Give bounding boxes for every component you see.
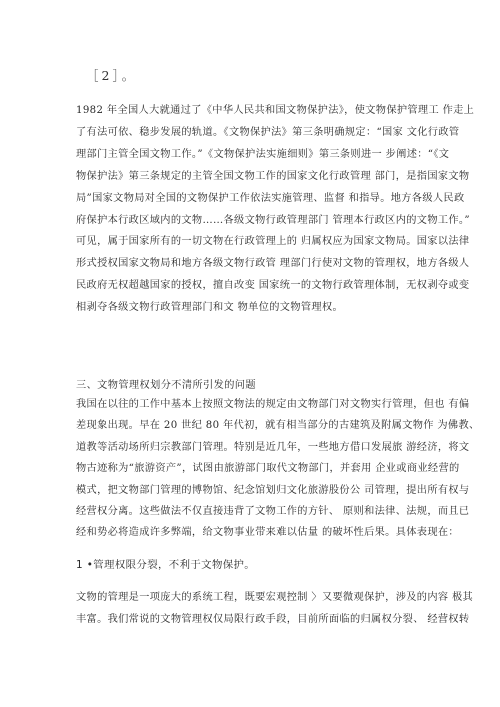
text-line: 差现象出现。早在 20 世纪 80 年代初，就有相当部分的古建筑及附属文物作 为佛教、 <box>76 420 480 432</box>
text-line: 局”国家文物局对全国的文物保护工作依法实施管理、监督 和指导。地方各级人民政 <box>76 192 465 204</box>
text-line: 经营权分离。这些做法不仅直接违背了文物工作的方针、 原则和法律、法规，而且已 <box>76 506 470 518</box>
text-line: 经和势必将造成许多弊端，给文物事业带来难以估量 的破坏性后果。具体表现在： <box>76 527 459 539</box>
text-line: 丰富。我们常说的文物管理权仅局限行政手段，目前所面临的归属权分裂、 经营权转 <box>76 614 470 625</box>
section-heading: 三、文物管理权划分不清所引发的问题 <box>76 380 256 391</box>
text-line: 了有法可依、稳步发展的轨道。《文物保护法》第三条明确规定：“国家 文化行政管 <box>76 126 460 138</box>
citation-reference: ［2］。 <box>86 68 138 83</box>
text-line: 我国在以往的工作中基本上按照文物法的规定由文物部门对文物实行管理，但也 有偏 <box>76 399 470 410</box>
text-line: 模式，把文物部门管理的博物馆、纪念馆划归文化旅游股份公 司管理，提出所有权与 <box>76 484 470 496</box>
text-line: 府保护本行政区域内的文物……各级文物行政管理部门 管理本行政区内的文物工作。” <box>76 214 470 226</box>
text-line: 可见，属于国家所有的一切文物在行政管理上的 归属权应为国家文物局。国家以法律 <box>76 236 470 248</box>
text-line: 物保护法》第三条规定的主管全国文物工作的国家文化行政管理 部门，是指国家文物 <box>76 170 470 182</box>
text-line: 物古迹称为“旅游资产”，试图由旅游部门取代文物部门，并套用 企业或商业经营的 <box>76 463 460 475</box>
text-line: 形式授权国家文物局和地方各级文物行政管 理部门行使对文物的管理权，地方各级人 <box>76 258 470 270</box>
text-line: 1982 年全国人大就通过了《中华人民共和国文物保护法》，使文物保护管理工 作走上 <box>76 105 475 116</box>
paragraph-management-system <box>76 587 474 631</box>
text-line: 民政府无权超越国家的授权，擅自改变 国家统一的文物行政管理体制，无权剥夺或变 <box>76 280 470 292</box>
paragraph-problems <box>76 394 480 544</box>
subsection-heading: 1 •管理权限分裂，不利于文物保护。 <box>76 559 256 571</box>
text-line: 相剥夺各级文物行政管理部门和文 物单位的文物管理权。 <box>76 302 344 314</box>
text-line: 文物的管理是一项庞大的系统工程，既要宏观控制 〉又要微观保护，涉及的内容 极其 <box>76 592 474 603</box>
text-line: 理部门主管全国文物工作。”《文物保护法实施细则》第三条则进一 步阐述：“《文 <box>76 148 450 160</box>
text-line: 道教等活动场所归宗教部门管理。特别是近几年，一些地方借口发展旅 游经济，将文 <box>76 441 470 453</box>
paragraph-legal-basis <box>76 100 475 319</box>
